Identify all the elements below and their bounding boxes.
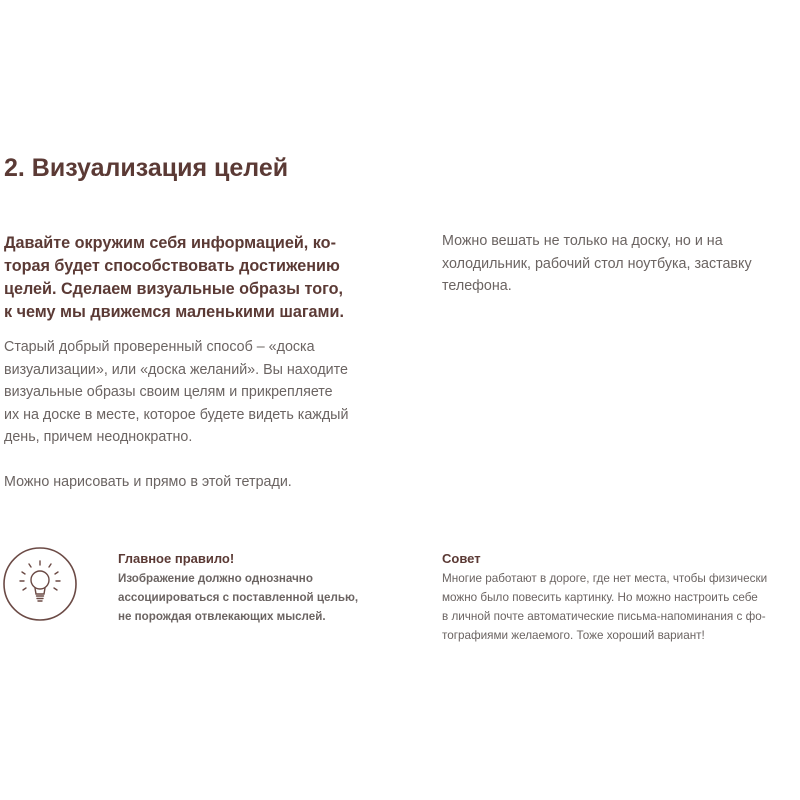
text-line: визуализации», или «доска желаний». Вы находите: [4, 361, 348, 378]
right-column: [442, 230, 752, 298]
rule-text: [118, 569, 358, 626]
text-line: телефона.: [442, 278, 512, 294]
text-line: тографиями желаемого. Тоже хороший вариант!: [442, 629, 705, 642]
text-line: холодильник, рабочий стол ноутбука, заставку: [442, 255, 752, 272]
text-line: в личной почте автоматические письма-напоминания с фо-: [442, 610, 766, 623]
paragraph: [4, 336, 348, 449]
paragraph: [4, 471, 348, 494]
text-line: их на доске в месте, которое будете видеть каждый: [4, 406, 349, 423]
lead-line: к чему мы движемся маленькими шагами.: [4, 303, 344, 321]
text-line: визуальные образы своим целям и прикрепляете: [4, 384, 333, 400]
text-line: Можно вешать не только на доску, но и на: [442, 233, 723, 249]
text-line: ассоциироваться с поставленной целью,: [118, 591, 359, 604]
text-line: не порождая отвлекающих мыслей.: [118, 610, 326, 623]
tip-text: [442, 569, 767, 645]
lead-paragraph: [4, 232, 344, 324]
lead-line: целей. Сделаем визуальные образы того,: [4, 280, 344, 298]
section-title: 2. Визуализация целей: [4, 154, 289, 182]
text-line: Изображение должно однозначно: [118, 572, 313, 585]
text-line: день, причем неоднократно.: [4, 429, 193, 445]
lead-line: Давайте окружим себя информацией, ко-: [4, 234, 336, 252]
left-column: [4, 336, 348, 515]
lead-line: торая будет способствовать достижению: [4, 257, 340, 275]
lightbulb-icon: [2, 546, 78, 622]
text-line: можно было повесить картинку. Но можно настроить себе: [442, 591, 758, 604]
text-line: Многие работают в дороге, где нет места, чтобы физически: [442, 572, 768, 585]
rule-title: Главное правило!: [118, 551, 235, 566]
text-line: Можно нарисовать и прямо в этой тетради.: [4, 473, 292, 490]
tip-title: Совет: [442, 551, 481, 566]
text-line: Старый добрый проверенный способ – «доска: [4, 339, 315, 355]
